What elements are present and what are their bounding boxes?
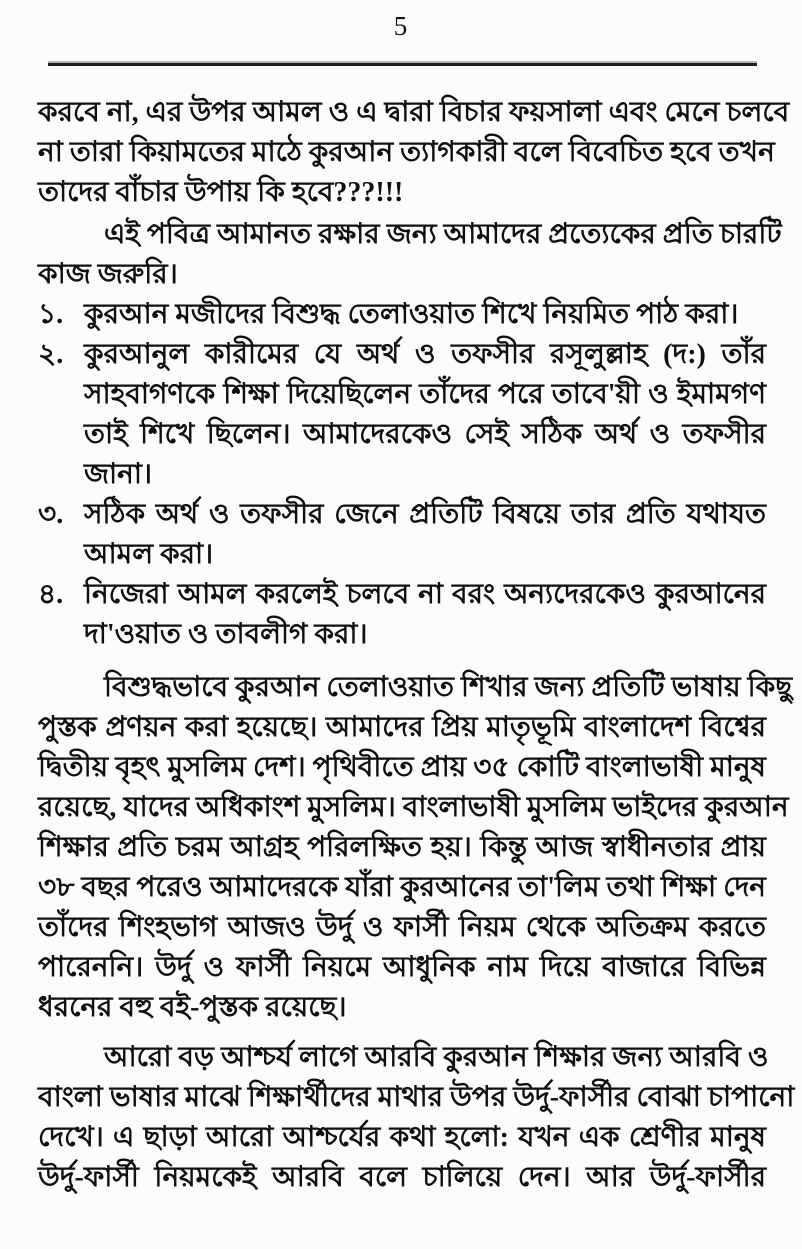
list-item-1 [38,295,766,335]
text-line: কুরআনুল কারীমের যে অর্থ ও তফসীর রসূলুল্লাহ (দ:) তাঁর [84,339,766,370]
paragraph-bengali-muslims [38,668,793,1028]
text-line: জানা। [84,459,153,490]
text-line: নিজেরা আমল করলেই চলবে না বরং অন্যদেরকেও কুরআনের [84,579,766,610]
list-item-number: ৩. [38,499,64,530]
text-line: শিক্ষার প্রতি চরম আগ্রহ পরিলক্ষিত হয়। কিন্তু আজ স্বাধীনতার প্রায় [38,832,766,863]
page-number: 5 [393,11,409,41]
text-line: বাংলা ভাষার মাঝে শিক্ষার্থীদের মাথার উপর উর্দু-ফার্সীর বোঝা চাপানো [38,1082,795,1113]
text-line: বিশুদ্ধভাবে কুরআন তেলাওয়াত শিখার জন্য প্রতিটি ভাষায় কিছু [104,672,793,703]
text-line: ধরনের বহু বই-পুস্তক রয়েছে। [38,992,347,1023]
list-item-text [84,335,766,495]
text-line: সঠিক অর্থ ও তফসীর জেনে প্রতিটি বিষয়ে তার প্রতি যথাযত [84,499,766,530]
list-item-number: ৪. [38,579,64,610]
text-line: পারেননি। উর্দু ও ফার্সী নিয়মে আধুনিক নাম দিয়ে বাজারে বিভিন্ন [38,952,766,983]
text-line: দ্বিতীয় বৃহৎ মুসলিম দেশ। পৃথিবীতে প্রায় ৩৫ কোটি বাংলাভাষী মানুষ [38,752,766,783]
text-line: তাই শিখে ছিলেন। আমাদেরকেও সেই সঠিক অর্থ ও তফসীর [84,419,766,450]
text-line: আরো বড় আশ্চর্য লাগে আরবি কুরআন শিক্ষার জন্য আরবি ও [104,1042,769,1073]
list-item-4 [38,575,766,655]
text-line: দা'ওয়াত ও তাবলীগ করা। [84,619,368,650]
text-line: দেখে। এ ছাড়া আরো আশ্চর্যের কথা হলো: যখন এক শ্রেণীর মানুষ [38,1122,766,1153]
page-header [0,0,802,66]
text-line: কাজ জরুরি। [38,259,178,290]
paragraph-continuation [38,93,790,213]
text-line: তাঁদের শিংহভাগ আজও উর্দু ও ফার্সী নিয়ম থেকে অতিক্রম করতে [38,912,766,943]
text-line: আমল করা। [84,539,214,570]
paragraph-urdu-farsi-surprise [38,1038,795,1198]
list-item-2 [38,335,766,495]
text-line: কুরআন মজীদের বিশুদ্ধ তেলাওয়াত শিখে নিয়মিত পাঠ করা। [84,299,739,330]
page-body [0,66,802,1198]
text-line: রয়েছে, যাদের অধিকাংশ মুসলিম। বাংলাভাষী মুসলিম ভাইদের কুরআন [38,792,789,823]
list-item-text [84,495,766,575]
text-line: করবে না, এর উপর আমল ও এ দ্বারা বিচার ফয়সালা এবং মেনে চলবে [38,97,790,128]
text-line: পুস্তক প্রণয়ন করা হয়েছে। আমাদের প্রিয় মাতৃভূমি বাংলাদেশ বিশ্বের [38,712,766,743]
list-item-text [84,575,766,655]
list-item-text [84,295,766,335]
text-line: উর্দু-ফার্সী নিয়মকেই আরবি বলে চালিয়ে দেন। আর উর্দু-ফার্সীর [38,1162,766,1193]
text-line: ৩৮ বছর পরেও আমাদেরকে যাঁরা কুরআনের তা'লিম তথা শিক্ষা দেন [38,872,766,903]
text-line: সাহবাগণকে শিক্ষা দিয়েছিলেন তাঁদের পরে তাবে'য়ী ও ইমামগণ [84,379,766,410]
list-item-number: ২. [38,339,64,370]
text-line: না তারা কিয়ামতের মাঠে কুরআন ত্যাগকারী বলে বিবেচিত হবে তখন [38,137,775,168]
list-item-number: ১. [38,299,64,330]
paragraph-four-duties [38,215,782,295]
text-line: এই পবিত্র আমানত রক্ষার জন্য আমাদের প্রত্যেকের প্রতি চারটি [104,219,782,250]
duties-list [38,295,766,655]
text-line: তাদের বাঁচার উপায় কি হবে???!!! [38,177,404,208]
list-item-3 [38,495,766,575]
